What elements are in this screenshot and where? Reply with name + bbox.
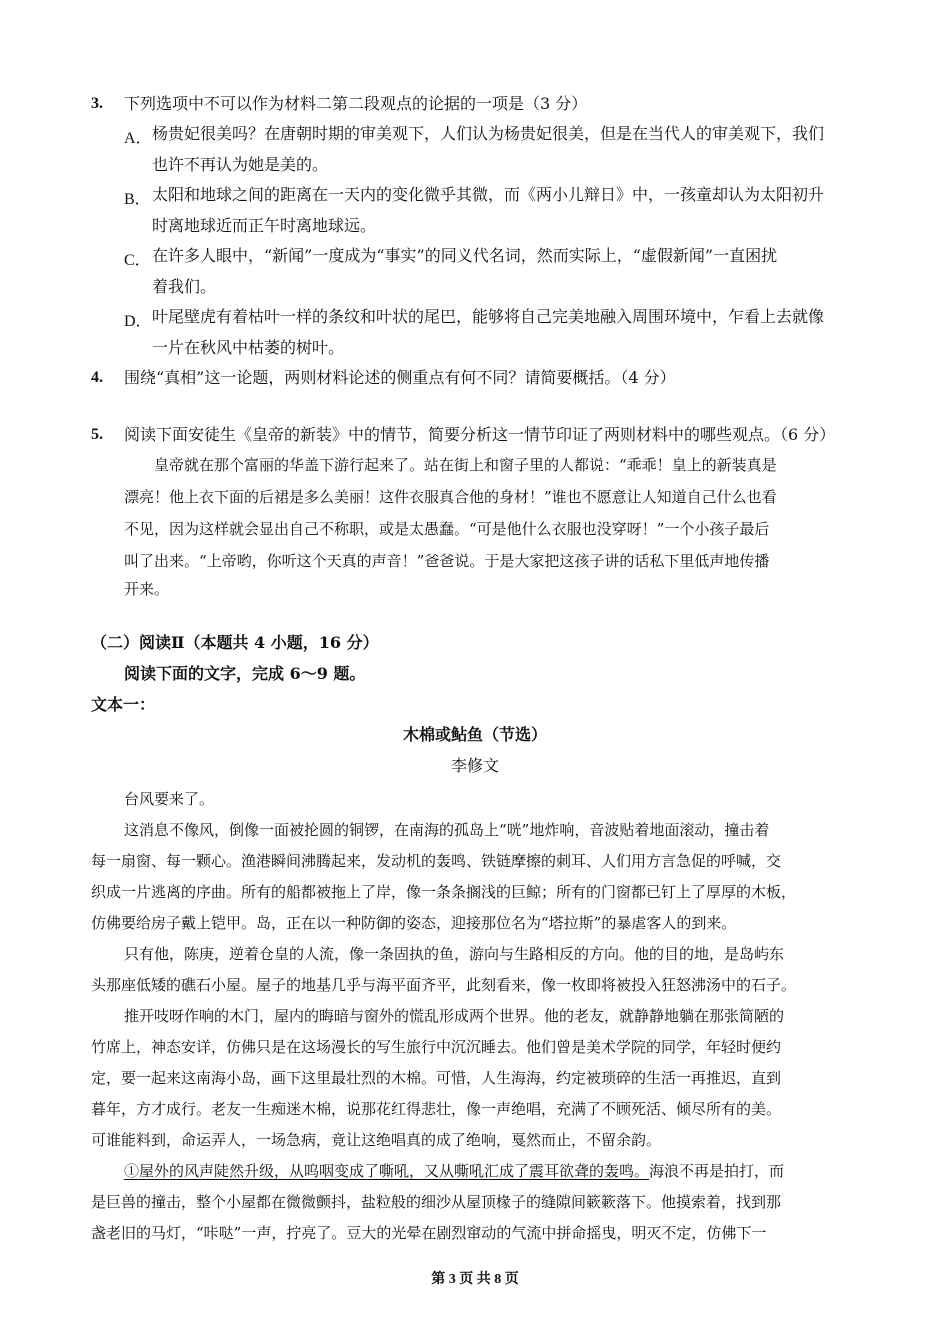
article-p4-line-2: 竹席上，神态安详，仿佛只是在这场漫长的写生旅行中沉沉睡去。他们曾是美术学院的同学，年轻时便约 (91, 1038, 782, 1056)
article-p2-line-2: 每一扇窗、每一颗心。渔港瞬间沸腾起来，发动机的轰鸣、铁链摩擦的刺耳、人们用方言急促的呼喊，交 (91, 852, 782, 870)
section-instruction: 阅读下面的文字，完成 6～9 题。 (124, 664, 366, 683)
question-3-number: 3. (91, 95, 103, 112)
option-a-line-2: 也许不再认为她是美的。 (152, 155, 329, 174)
text-label: 文本一： (91, 695, 156, 714)
option-c-line-1: 在许多人眼中，“新闻”一度成为“事实”的同义代名词，然而实际上，“虚假新闻”一直困扰 (152, 246, 778, 265)
excerpt-line-5: 开来。 (124, 580, 170, 598)
option-d-label: D． (124, 313, 152, 330)
option-b-line-2: 时离地球近而正午时离地球远。 (152, 216, 377, 235)
article-p1: 台风要来了。 (124, 790, 215, 808)
article-p2-line-1: 这消息不像风，倒像一面被抡圆的铜锣，在南海的孤岛上“咣”地炸响，音波贴着地面滚动，撞击着 (124, 821, 770, 839)
question-3-stem: 下列选项中不可以作为材料二第二段观点的论据的一项是（3 分） (124, 94, 588, 113)
excerpt-line-2: 漂亮！他上衣下面的后裙是多么美丽！这件衣服真合他的身材！”谁也不愿意让人知道自己什么也看 (124, 488, 777, 506)
question-5-number: 5. (91, 426, 103, 443)
section-heading: （二）阅读Ⅱ（本题共 4 小题，16 分） (91, 633, 379, 652)
article-p2-line-3: 织成一片逃离的序曲。所有的船都被拖上了岸，像一条条搁浅的巨鲸；所有的门窗都已钉上了厚厚的木板， (91, 883, 797, 901)
option-c-label: C． (124, 252, 151, 269)
page-number: 第 3 页 共 8 页 (431, 1272, 519, 1287)
article-p5-line-1 (124, 1161, 784, 1181)
option-c-line-2: 着我们。 (152, 277, 217, 296)
excerpt-line-4: 叫了出来。“上帝哟，你听这个天真的声音！”爸爸说。于是大家把这孩子讲的话私下里低声地传播 (124, 552, 770, 570)
option-a-label: A． (124, 130, 152, 147)
option-d-line-1: 叶尾壁虎有着枯叶一样的条纹和叶状的尾巴，能够将自己完美地融入周围环境中，乍看上去就像 (152, 307, 825, 326)
article-p5-line-1-rest: 海浪不再是拍打，而 (649, 1162, 785, 1180)
question-5-stem: 阅读下面安徒生《皇帝的新装》中的情节，简要分析这一情节印证了两则材料中的哪些观点。（6 分） (124, 425, 836, 444)
underlined-sentence-1: ①屋外的风声陡然升级，从呜咽变成了嘶吼，又从嘶吼汇成了震耳欲聋的轰鸣。 (124, 1162, 650, 1180)
article-p4-line-1: 推开吱呀作响的木门，屋内的晦暗与窗外的慌乱形成两个世界。他的老友，就静静地躺在那张简陋的 (124, 1007, 785, 1025)
excerpt-line-3: 不见，因为这样就会显出自己不称职，或是太愚蠢。“可是他什么衣服也没穿呀！”一个小孩子最后 (124, 520, 770, 538)
option-a-line-1: 杨贵妃很美吗？在唐朝时期的审美观下，人们认为杨贵妃很美，但是在当代人的审美观下，我们 (152, 124, 825, 143)
article-p5-line-3: 盏老旧的马灯，“咔哒”一声，拧亮了。豆大的光晕在剧烈窜动的气流中拼命摇曳，明灭不定，仿佛下一 (91, 1224, 767, 1242)
article-p3-line-1: 只有他，陈庚，逆着仓皇的人流，像一条固执的鱼，游向与生路相反的方向。他的目的地，是岛屿东 (124, 945, 785, 963)
article-title: 木棉或鲇鱼（节选） (402, 725, 547, 744)
article-p4-line-3: 定，要一起来这南海小岛，画下这里最壮烈的木棉。可惜，人生海海，约定被琐碎的生活一再推迟，直到 (91, 1069, 782, 1087)
article-author: 李修文 (450, 756, 499, 775)
option-b-line-1: 太阳和地球之间的距离在一天内的变化微乎其微，而《两小儿辩日》中，一孩童却认为太阳初升 (152, 185, 825, 204)
question-4-stem: 围绕“真相”这一论题，两则材料论述的侧重点有何不同？请简要概括。（4 分） (124, 368, 676, 387)
question-4-number: 4. (91, 369, 103, 386)
article-p5-line-2: 是巨兽的撞击，整个小屋都在微微颤抖，盐粒般的细沙从屋顶椽子的缝隙间簌簌落下。他摸索着，找到那 (91, 1193, 782, 1211)
option-d-line-2: 一片在秋风中枯萎的树叶。 (152, 338, 345, 357)
article-p2-line-4: 仿佛要给房子戴上铠甲。岛，正在以一种防御的姿态，迎接那位名为“塔拉斯”的暴虐客人的到来。 (91, 914, 737, 932)
article-p3-line-2: 头那座低矮的礁石小屋。屋子的地基几乎与海平面齐平，此刻看来，像一枚即将被投入狂怒沸汤中的石子。 (91, 976, 797, 994)
excerpt-line-1: 皇帝就在那个富丽的华盖下游行起来了。站在街上和窗子里的人都说：“乖乖！皇上的新装真是 (154, 456, 777, 474)
option-b-label: B． (124, 191, 151, 208)
article-p4-line-5: 可谁能料到，命运弄人，一场急病，竟让这绝唱真的成了绝响，戛然而止，不留余韵。 (91, 1131, 662, 1149)
article-p4-line-4: 暮年，方才成行。老友一生痴迷木棉，说那花红得悲壮，像一声绝唱，充满了不顾死活、倾尽所有的美。 (91, 1100, 782, 1118)
